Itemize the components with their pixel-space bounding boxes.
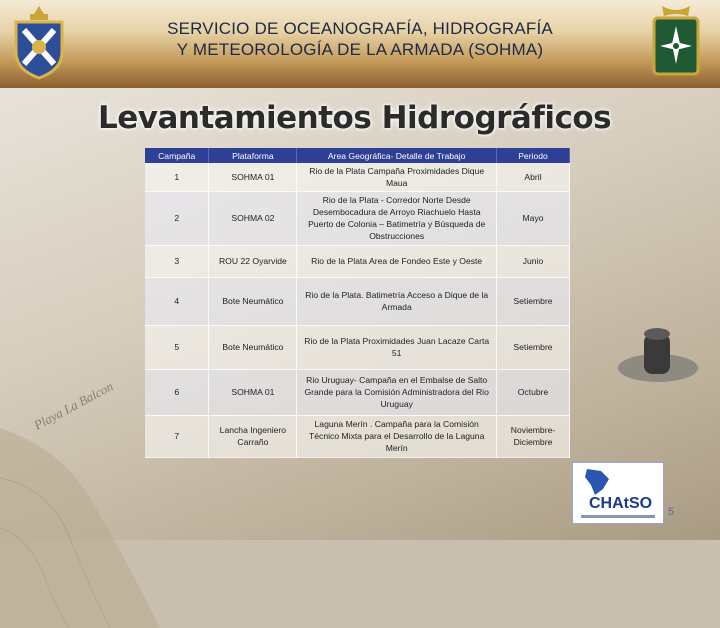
table-row bbox=[145, 191, 570, 245]
cell-area: Rio de la Plata Area de Fondeo Este y Oeste bbox=[297, 245, 497, 277]
header-title bbox=[90, 18, 630, 60]
table-row bbox=[145, 325, 570, 369]
table-row bbox=[145, 369, 570, 415]
cell-area: Rio Uruguay- Campaña en el Embalse de Salto Grande para la Comisión Administradora del Rio Uruguay bbox=[297, 369, 497, 415]
cell-campaign: 4 bbox=[145, 277, 209, 325]
table-row bbox=[145, 277, 570, 325]
cell-area: Laguna Merín . Campaña para la Comisión Técnico Mixta para el Desarrollo de la Laguna Merín bbox=[297, 415, 497, 457]
south-america-map-icon bbox=[579, 467, 613, 497]
logo-subtitle-bar bbox=[581, 515, 655, 518]
cell-campaign: 1 bbox=[145, 163, 209, 191]
cell-period: Setiembre bbox=[497, 277, 570, 325]
navy-crest-icon bbox=[10, 4, 68, 80]
cell-period: Junio bbox=[497, 245, 570, 277]
table-row bbox=[145, 415, 570, 457]
cell-platform: Bote Neumático bbox=[209, 277, 297, 325]
page-title: Levantamientos Hidrográficos bbox=[98, 100, 612, 136]
page-number: 5 bbox=[668, 506, 675, 518]
header-platform: Plataforma bbox=[209, 148, 297, 163]
cell-platform: SOHMA 01 bbox=[209, 163, 297, 191]
cell-platform: Lancha Ingeniero Carraño bbox=[209, 415, 297, 457]
cell-campaign: 3 bbox=[145, 245, 209, 277]
navigation-device-image bbox=[600, 308, 710, 398]
cell-campaign: 7 bbox=[145, 415, 209, 457]
cell-campaign: 6 bbox=[145, 369, 209, 415]
cell-area: Rio de la Plata Campaña Proximidades Dique Maua bbox=[297, 163, 497, 191]
table-row bbox=[145, 245, 570, 277]
cell-platform: SOHMA 01 bbox=[209, 369, 297, 415]
table-header-row bbox=[145, 148, 570, 163]
cell-area: Rio de la Plata. Batimetría Acceso a Dique de la Armada bbox=[297, 277, 497, 325]
cell-period: Setiembre bbox=[497, 325, 570, 369]
cell-area: Rio de la Plata - Corredor Norte Desde Desembocadura de Arroyo Riachuelo Hasta Puerto de Colonia – Batimetría y Búsqueda de Obstrucciones bbox=[297, 191, 497, 245]
table-row bbox=[145, 163, 570, 191]
header-title-line1: SERVICIO DE OCEANOGRAFÍA, HIDROGRAFÍA bbox=[167, 19, 553, 38]
cell-platform: Bote Neumático bbox=[209, 325, 297, 369]
header-area: Area Geográfica- Detalle de Trabajo bbox=[297, 148, 497, 163]
header-title-line2: Y METEOROLOGÍA DE LA ARMADA (SOHMA) bbox=[176, 40, 544, 59]
chaiso-logo bbox=[572, 462, 664, 524]
cell-platform: ROU 22 Oyarvide bbox=[209, 245, 297, 277]
cell-area: Rio de la Plata Proximidades Juan Lacaze Carta 51 bbox=[297, 325, 497, 369]
surveys-table bbox=[145, 148, 570, 458]
background-map-label: Playa La Balcon bbox=[31, 378, 116, 433]
header-period: Periodo bbox=[497, 148, 570, 163]
header-banner bbox=[0, 0, 720, 88]
cell-period: Octubre bbox=[497, 369, 570, 415]
cell-period: Abril bbox=[497, 163, 570, 191]
compass-rose-emblem-icon bbox=[648, 4, 704, 80]
cell-period: Noviembre- Diciembre bbox=[497, 415, 570, 457]
header-campaign: Campaña bbox=[145, 148, 209, 163]
cell-platform: SOHMA 02 bbox=[209, 191, 297, 245]
logo-text: CHAtSO bbox=[589, 495, 653, 512]
cell-campaign: 5 bbox=[145, 325, 209, 369]
cell-campaign: 2 bbox=[145, 191, 209, 245]
cell-period: Mayo bbox=[497, 191, 570, 245]
